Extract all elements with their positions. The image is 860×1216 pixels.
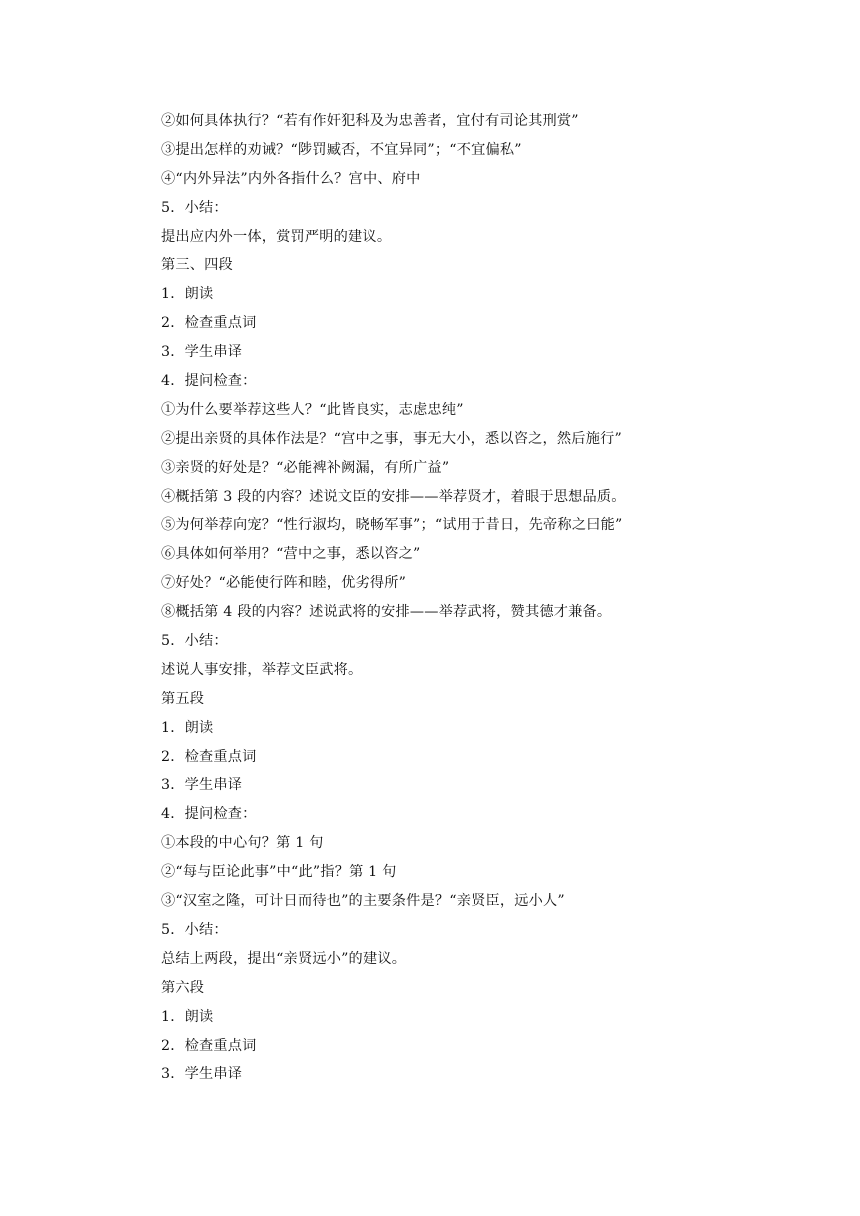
text-line: ③提出怎样的劝诫？“陟罚臧否，不宜异同”；“不宜偏私” [161,141,522,158]
text-line: ④概括第 3 段的内容？述说文臣的安排——举荐贤才，着眼于思想品质。 [161,488,626,505]
list-item: 3．学生串译 [161,777,243,794]
text-line: ①为什么要举荐这些人？“此皆良实，志虑忠纯” [161,401,464,418]
list-item: 4．提问检查： [161,806,257,823]
list-item: 2．检查重点词 [161,315,257,332]
list-item: 5．小结： [161,199,228,216]
text-line: ⑧概括第 4 段的内容？述说武将的安排——举荐武将，赞其德才兼备。 [161,604,612,621]
text-line: ②“每与臣论此事”中“此”指？第 1 句 [161,864,397,881]
list-item: 1．朗读 [161,1008,214,1025]
text-line: 总结上两段，提出“亲贤远小”的建议。 [161,950,407,967]
section-heading: 第五段 [161,690,205,707]
list-item: 4．提问检查： [161,373,257,390]
list-item: 1．朗读 [161,286,214,303]
list-item: 3．学生串译 [161,1066,243,1083]
text-line: ⑥具体如何举用？“营中之事，悉以咨之” [161,546,421,563]
text-line: 述说人事安排，举荐文臣武将。 [161,661,363,678]
list-item: 5．小结： [161,921,228,938]
text-line: ⑤为何举荐向宠？“性行淑均，晓畅军事”；“试用于昔日，先帝称之曰能” [161,517,623,534]
text-line: ③亲贤的好处是？“必能裨补阙漏，有所广益” [161,459,450,476]
text-line: 提出应内外一体，赏罚严明的建议。 [161,228,392,245]
section-heading: 第三、四段 [161,257,233,274]
text-line: ④“内外异法”内外各指什么？宫中、府中 [161,170,421,187]
text-line: ②如何具体执行？“若有作奸犯科及为忠善者，宜付有司论其刑赏” [161,113,579,129]
text-line: ①本段的中心句？第 1 句 [161,835,324,852]
list-item: 2．检查重点词 [161,1037,257,1054]
text-line: ②提出亲贤的具体作法是？“宫中之事，事无大小，悉以咨之，然后施行” [161,430,622,447]
list-item: 3．学生串译 [161,344,243,361]
list-item: 5．小结： [161,633,228,650]
text-line: ⑦好处？“必能使行阵和睦，优劣得所” [161,575,407,592]
text-line: ③“汉室之隆，可计日而待也”的主要条件是？“亲贤臣，远小人” [161,893,565,910]
document-body [161,107,721,1089]
list-item: 2．检查重点词 [161,748,257,765]
list-item: 1．朗读 [161,719,214,736]
section-heading: 第六段 [161,979,205,996]
